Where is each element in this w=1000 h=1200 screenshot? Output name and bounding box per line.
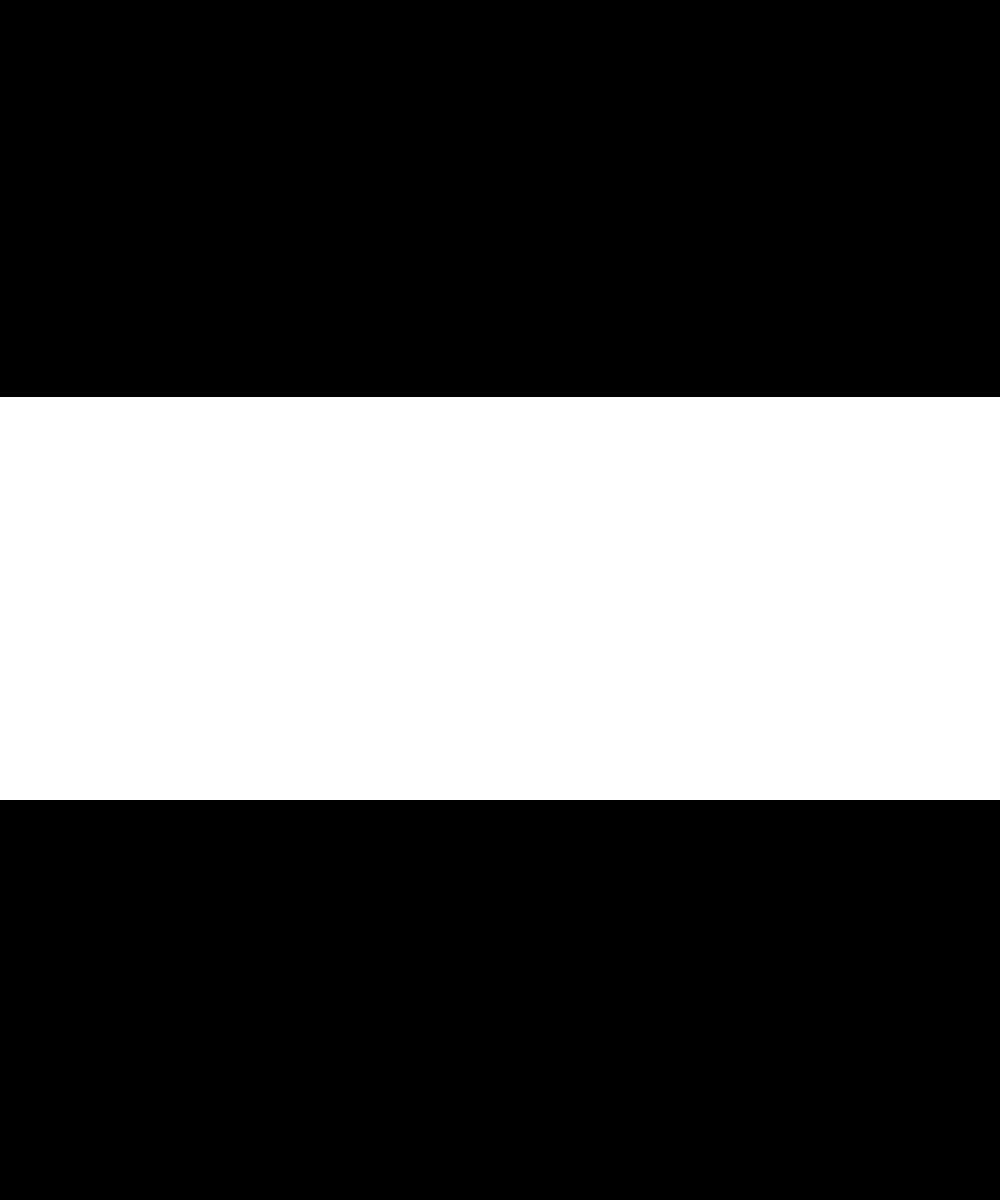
- top-black-band: [0, 0, 1000, 397]
- bottom-black-band: [0, 800, 1000, 1200]
- label-white-area: [0, 397, 1000, 800]
